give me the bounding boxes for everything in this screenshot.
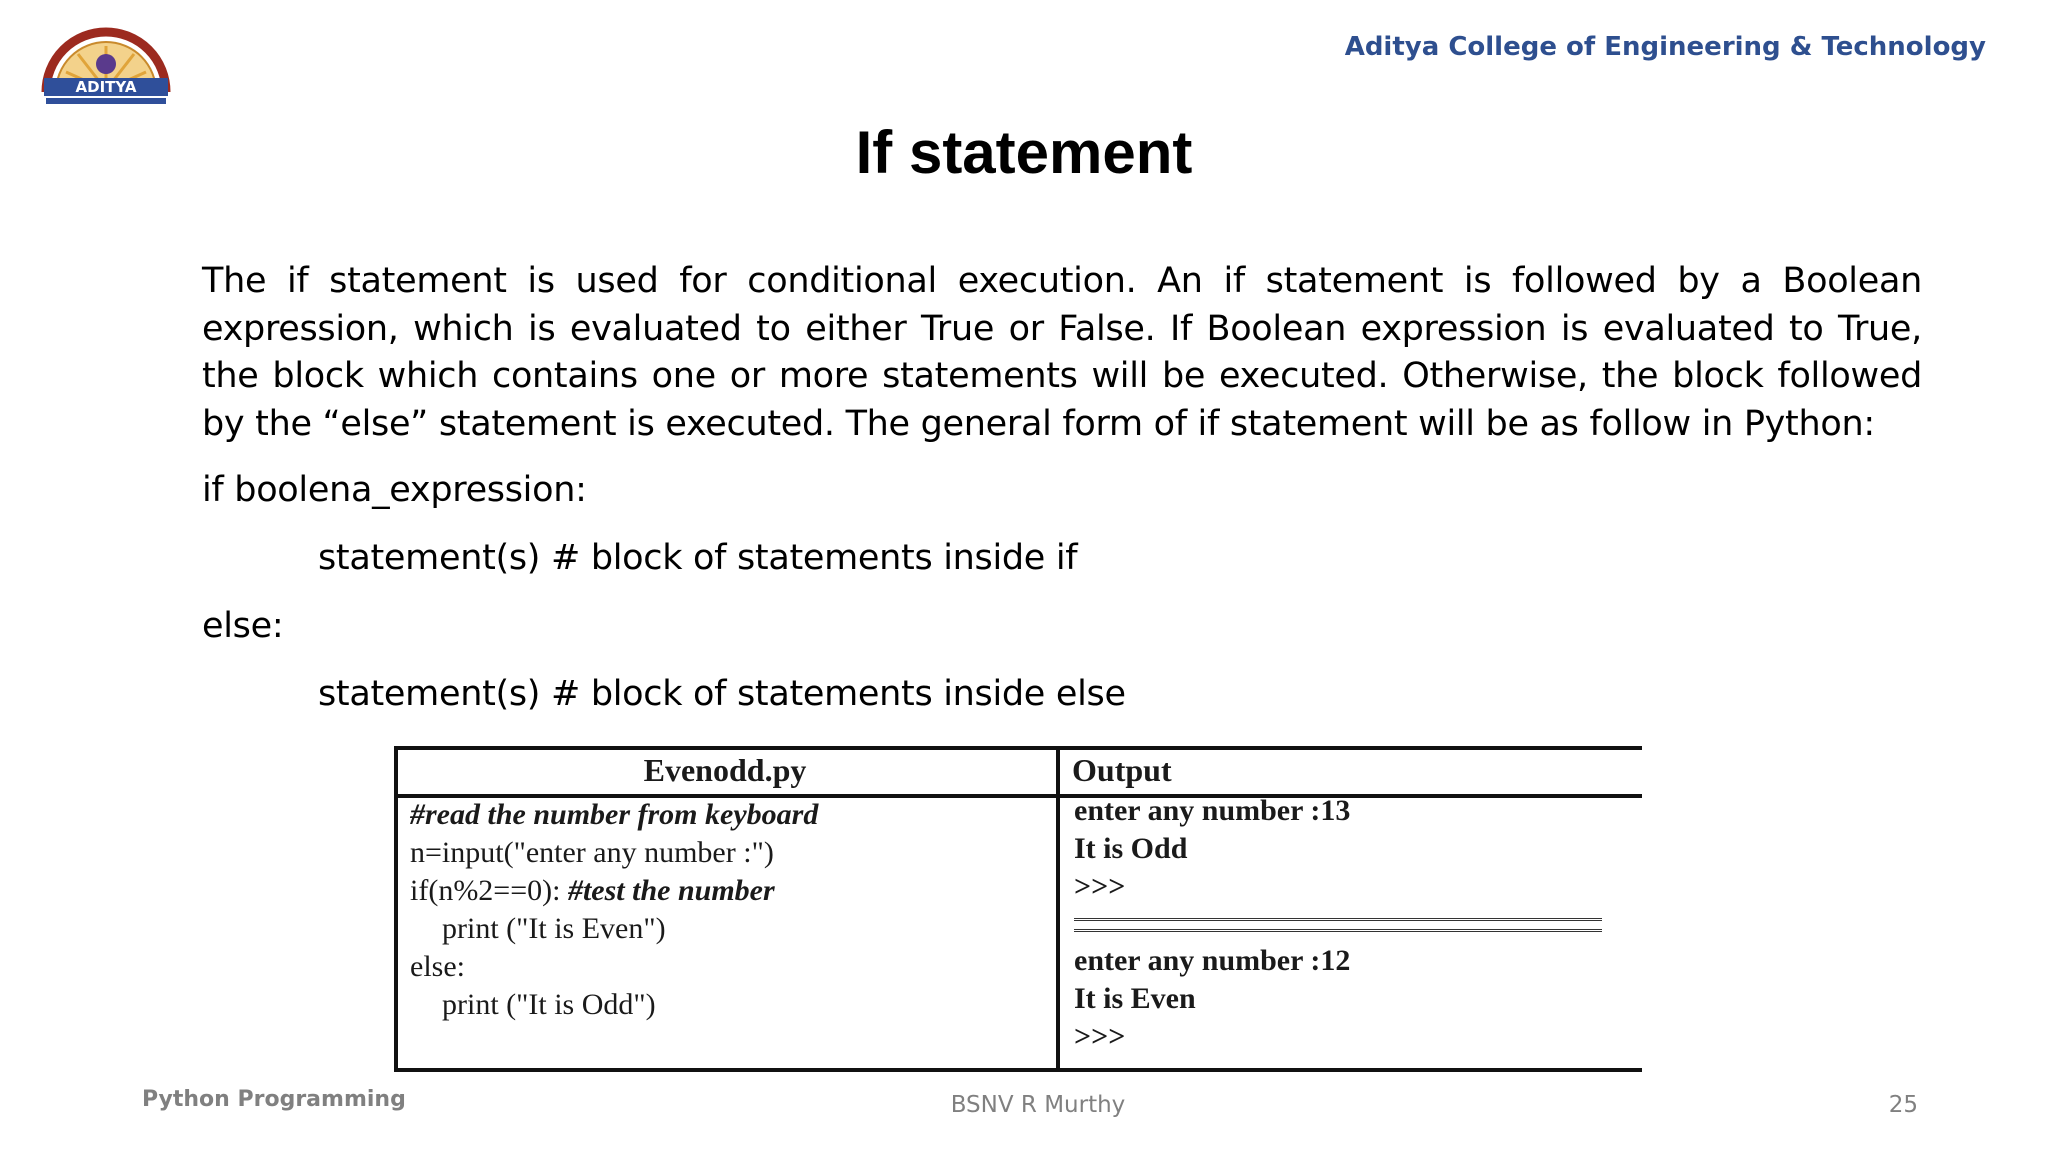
intro-paragraph: The if statement is used for conditional execution. An if statement is followed by a Boolean expression, which is evaluated to either True or False. If Boolean expression is evaluated to True, the block which contains one or more statements will be executed. Otherwise, the block followed by the “else” statement is executed. The general form of if statement will be as follow in Python: bbox=[202, 261, 1922, 444]
syntax-line-else-body: statement(s) # block of statements inside else bbox=[318, 674, 1126, 714]
program-line: #read the number from keyboard bbox=[410, 798, 819, 831]
college-logo bbox=[38, 20, 174, 108]
table-border bbox=[394, 1068, 1642, 1072]
output-line: enter any number :12 bbox=[1074, 944, 1351, 977]
program-line: else: bbox=[410, 950, 465, 983]
college-name: Aditya College of Engineering & Technology bbox=[1344, 32, 1986, 62]
output-line: >>> bbox=[1074, 1020, 1126, 1053]
table-border bbox=[394, 746, 398, 1072]
footer-author: BSNV R Murthy bbox=[950, 1092, 1126, 1118]
program-line: print ("It is Odd") bbox=[442, 988, 656, 1021]
output-separator bbox=[1074, 918, 1602, 932]
output-header: Output bbox=[1072, 752, 1172, 788]
table-border bbox=[394, 746, 1642, 750]
program-header: Evenodd.py bbox=[643, 752, 807, 788]
output-line: >>> bbox=[1074, 870, 1126, 903]
program-line: print ("It is Even") bbox=[442, 912, 666, 945]
output-line: enter any number :13 bbox=[1074, 794, 1351, 827]
program-line bbox=[410, 874, 775, 908]
page-number: 25 bbox=[1888, 1092, 1918, 1118]
program-comment: #test the number bbox=[567, 874, 775, 907]
footer-course: Python Programming bbox=[142, 1087, 406, 1112]
output-line: It is Odd bbox=[1074, 832, 1188, 865]
syntax-line-else: else: bbox=[202, 606, 284, 646]
slide-title: If statement bbox=[855, 119, 1193, 186]
program-code: if(n%2==0): bbox=[410, 874, 568, 907]
output-line: It is Even bbox=[1074, 982, 1196, 1015]
logo-text: ADITYA bbox=[75, 78, 137, 96]
table-border bbox=[1056, 746, 1060, 1072]
program-line: n=input("enter any number :") bbox=[410, 836, 774, 869]
syntax-line-if: if boolena_expression: bbox=[202, 470, 587, 510]
syntax-line-if-body: statement(s) # block of statements inside if bbox=[318, 538, 1078, 578]
example-table bbox=[394, 746, 1642, 1072]
